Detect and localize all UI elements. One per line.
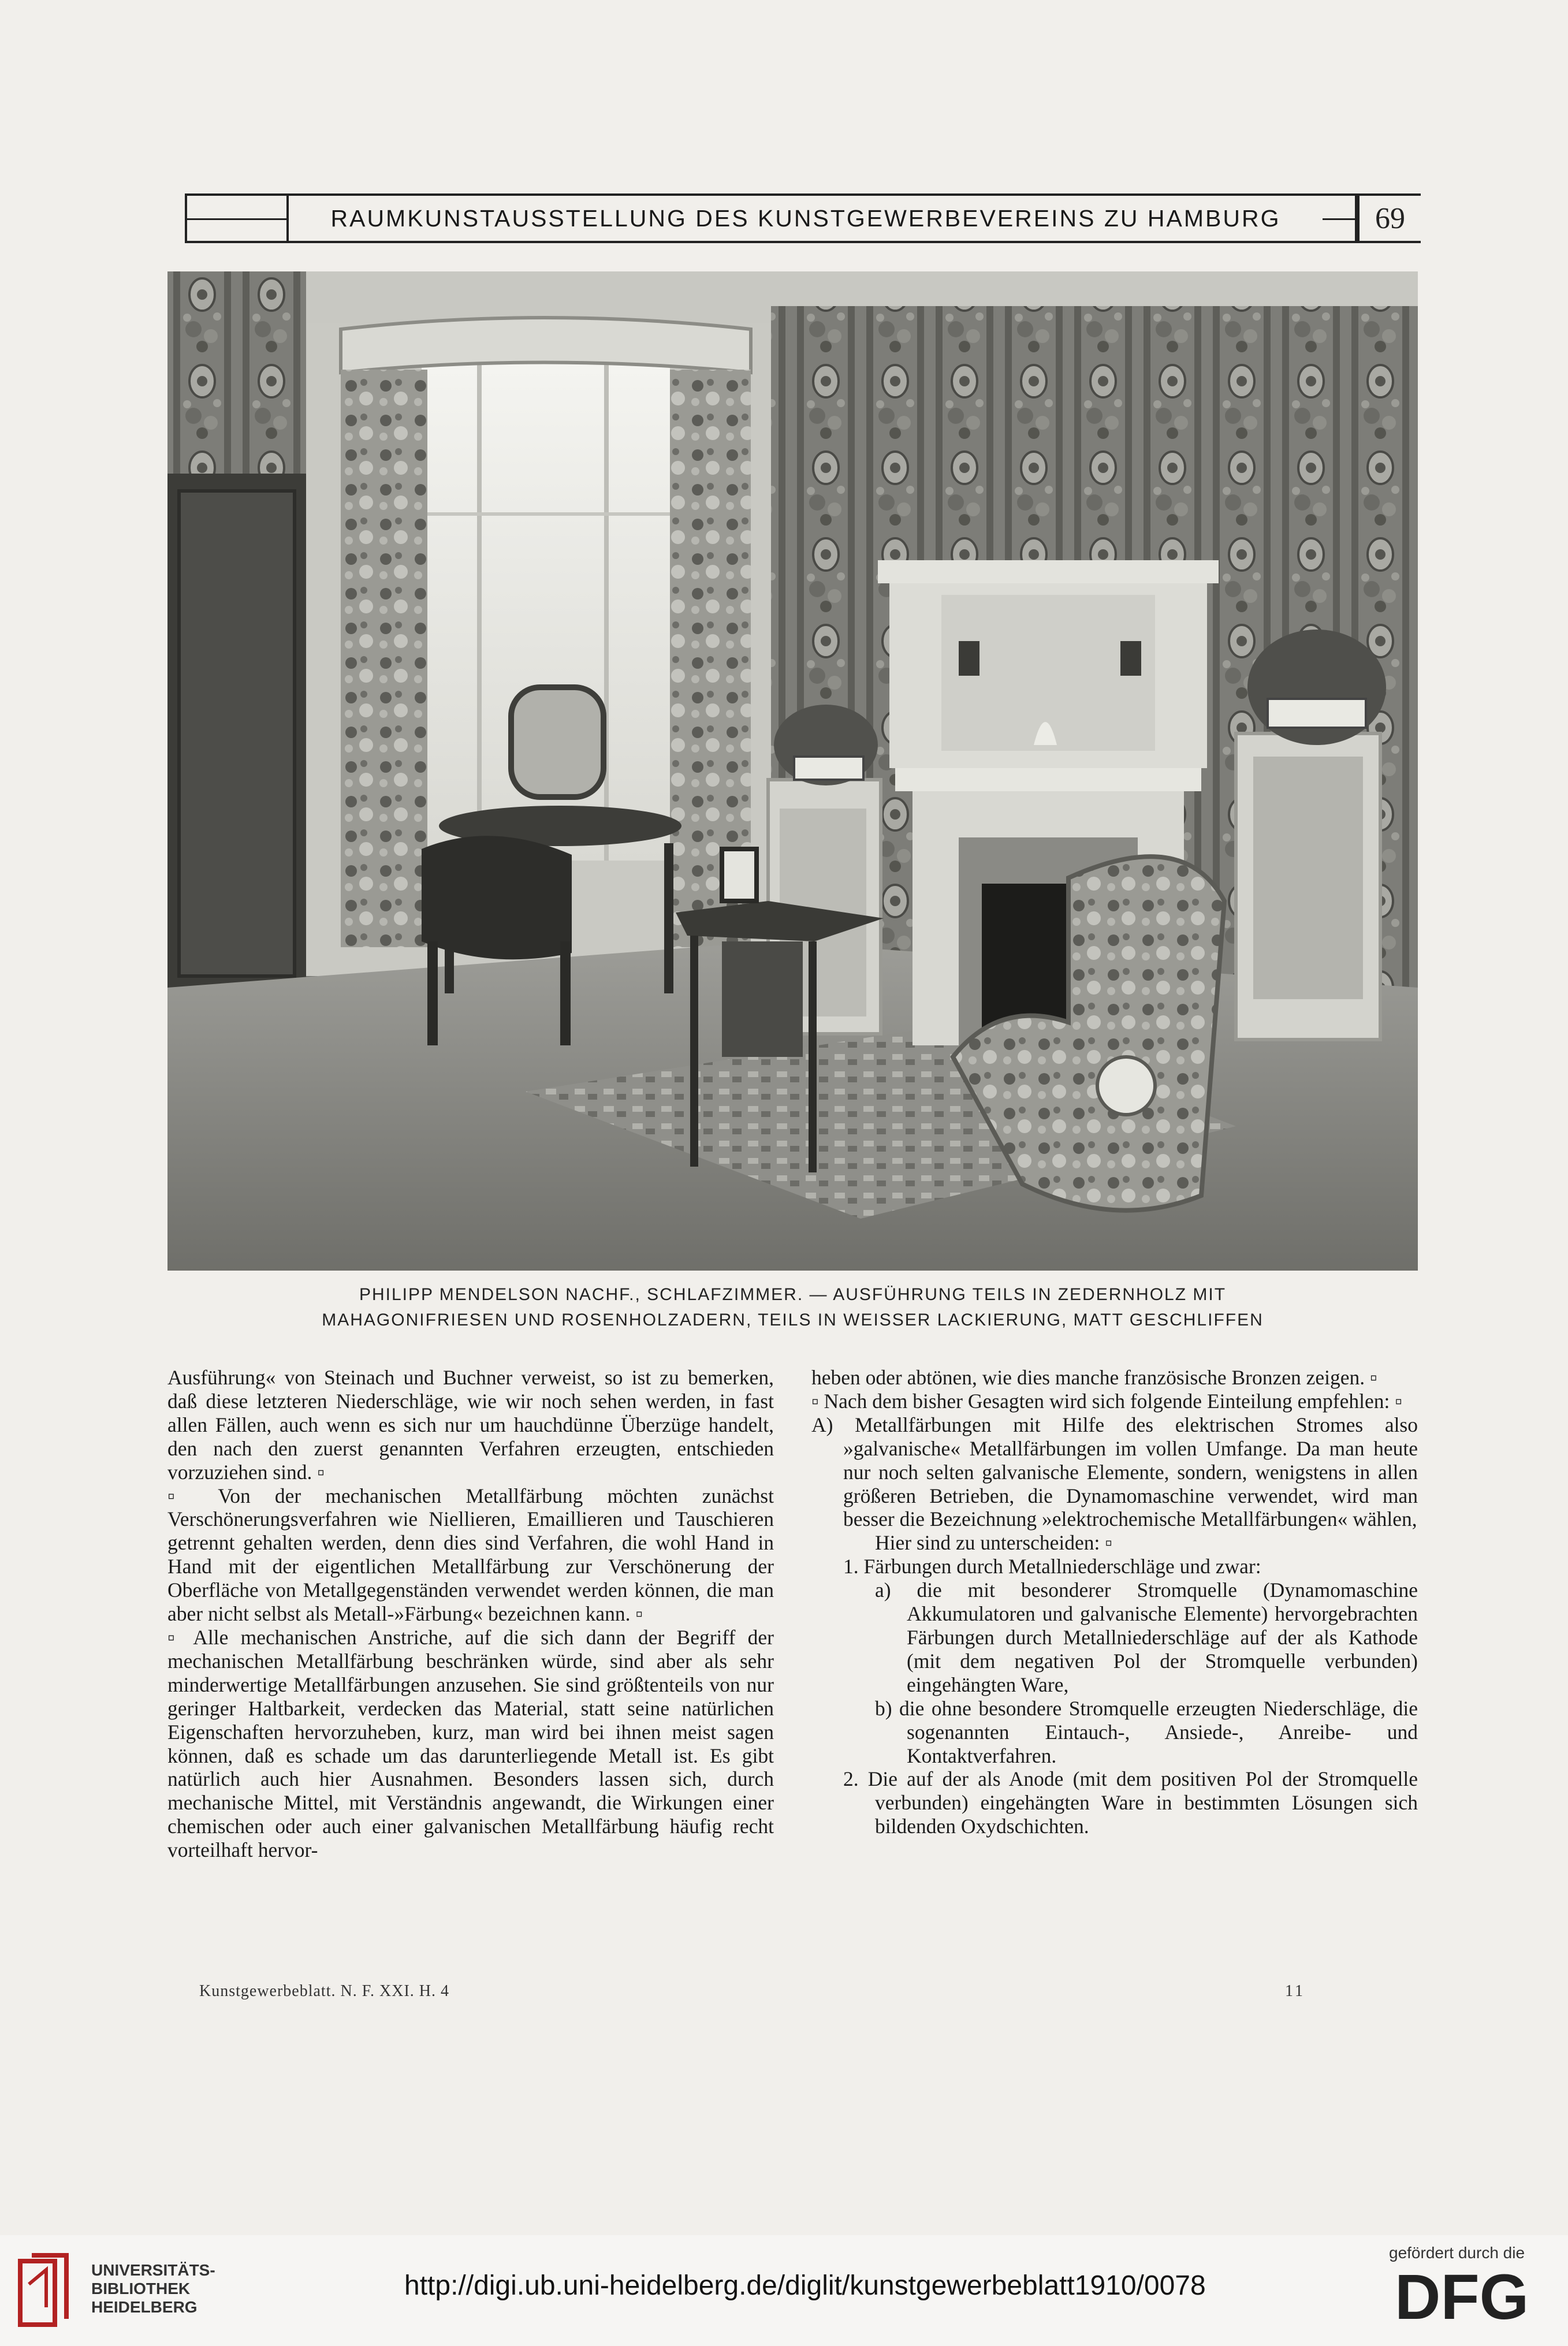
- running-title: RAUMKUNSTAUSSTELLUNG DES KUNSTGEWERBEVEREINS ZU HAMBURG: [330, 204, 1281, 232]
- signature-mark-right: 11: [1285, 1982, 1305, 2000]
- running-header: [185, 193, 1421, 243]
- funding-note: gefördert durch die: [1389, 2244, 1525, 2262]
- dfg-logo-icon[interactable]: [1395, 2264, 1551, 2328]
- paragraph: ▫ Nach dem bisher Gesagten wird sich folgende Einteilung empfehlen: ▫: [811, 1389, 1402, 1413]
- left-text-column: [167, 1366, 774, 1862]
- classification-a-subhead: Hier sind zu unterscheiden: ▫: [875, 1531, 1112, 1555]
- list-item-1b: b) die ohne besondere Stromquelle erzeugten Niederschläge, die sogenannten Eintauch-, Ansiede-, Anreibe- und Kontaktverfahren.: [875, 1696, 1418, 1767]
- permalink-url[interactable]: http://digi.ub.uni-heidelberg.de/diglit/kunstgewerbeblatt1910/0078: [404, 2270, 1206, 2301]
- list-item-1a: a) die mit besonderer Stromquelle (Dynamomaschine Akkumulatoren und galvanische Elemente) hervorgebrachten Färbungen durch Metallniederschläge auf der als Kathode (mit dem negativen Pol der Stromquelle verbunden) eingehängten Ware,: [875, 1578, 1418, 1696]
- signature-mark-left: Kunstgewerbeblatt. N. F. XXI. H. 4: [199, 1982, 450, 2000]
- page-number: 69: [1357, 196, 1421, 241]
- library-name-line-3: HEIDELBERG: [91, 2298, 198, 2316]
- caption-line-2: MAHAGONIFRIESEN UND ROSENHOLZADERN, TEILS IN WEISSER LACKIERUNG, MATT GESCHLIFFEN: [322, 1310, 1264, 1330]
- paragraph: ▫ Von der mechanischen Metallfärbung möchten zunächst Verschönerungsverfahren wie Niellieren, Emaillieren und Tauschieren getrennt gehalten werden, denn dies sind Verfahren, die wohl Hand in Hand mit der eigentlichen Metallfärbung zur Verschönerung der Oberfläche von Metallgegenständen verwendet werden können, die man aber nicht selbst als Metall-»Färbung« bezeichnen kann. ▫: [167, 1484, 774, 1626]
- paragraph: ▫ Alle mechanischen Anstriche, auf die sich dann der Begriff der mechanischen Metallfärbung beschränken würde, sind aber als sehr minderwertige Metallfärbungen anzusehen. Sie sind größtenteils von nur geringer Haltbarkeit, verdecken das Material, statt seine natürlichen Eigenschaften hervorzuheben, kurz, man wird bei ihnen meist sagen können, daß es schade um das darunterliegende Metall ist. Es gibt natürlich auch hier Ausnahmen. Besonders lassen sich, durch mechanische Mittel, mit Verständnis angewandt, die Wirkungen einer chemischen oder auch einer galvanischen Metallfärbung häufig recht vorteilhaft hervor-: [167, 1625, 774, 1862]
- classification-a: A) Metallfärbungen mit Hilfe des elektrischen Stromes also »galvanische« Metallfärbungen im vollen Umfange. Da man heute nur noch selten galvanische Elemente, sondern, wenigstens in allen größeren Betrieben, die Dynamomaschine verwendet, wird man besser die Bezeichnung »elektrochemische Metallfärbungen« wählen,: [811, 1413, 1418, 1531]
- caption-line-1: PHILIPP MENDELSON NACHF., SCHLAFZIMMER. — AUSFÜHRUNG TEILS IN ZEDERNHOLZ MIT: [359, 1285, 1227, 1304]
- library-name-line-1: UNIVERSITÄTS-: [91, 2261, 215, 2279]
- paragraph: Ausführung« von Steinach und Buchner verweist, so ist zu bemerken, daß diese letzteren Niederschläge, wie wir noch sehen werden, in fast allen Fällen, auch wenn es sich nur um hauchdünne Überzüge handelt, den nach den zuerst genannten Verfahren erzeugten, entschieden vorzuziehen sind. ▫: [167, 1366, 774, 1484]
- university-library-logo-icon[interactable]: [17, 2250, 72, 2330]
- list-item-1: 1. Färbungen durch Metallniederschläge und zwar:: [843, 1555, 1261, 1578]
- paragraph: heben oder abtönen, wie dies manche französische Bronzen zeigen. ▫: [811, 1366, 1377, 1389]
- dfg-logo-text: DFG: [1395, 2264, 1529, 2328]
- header-ornament-right: [1323, 196, 1357, 241]
- bedroom-photograph: [167, 271, 1418, 1271]
- right-text-column: [811, 1366, 1418, 1838]
- figure-caption: [167, 1282, 1418, 1333]
- list-item-2: 2. Die auf der als Anode (mit dem positiven Pol der Stromquelle verbunden) eingehängten Ware in bestimmten Lösungen sich bildenden Oxydschichten.: [843, 1767, 1418, 1838]
- library-name-line-2: BIBLIOTHEK: [91, 2280, 191, 2297]
- library-name: [91, 2261, 215, 2317]
- header-ornament-left: [185, 196, 289, 241]
